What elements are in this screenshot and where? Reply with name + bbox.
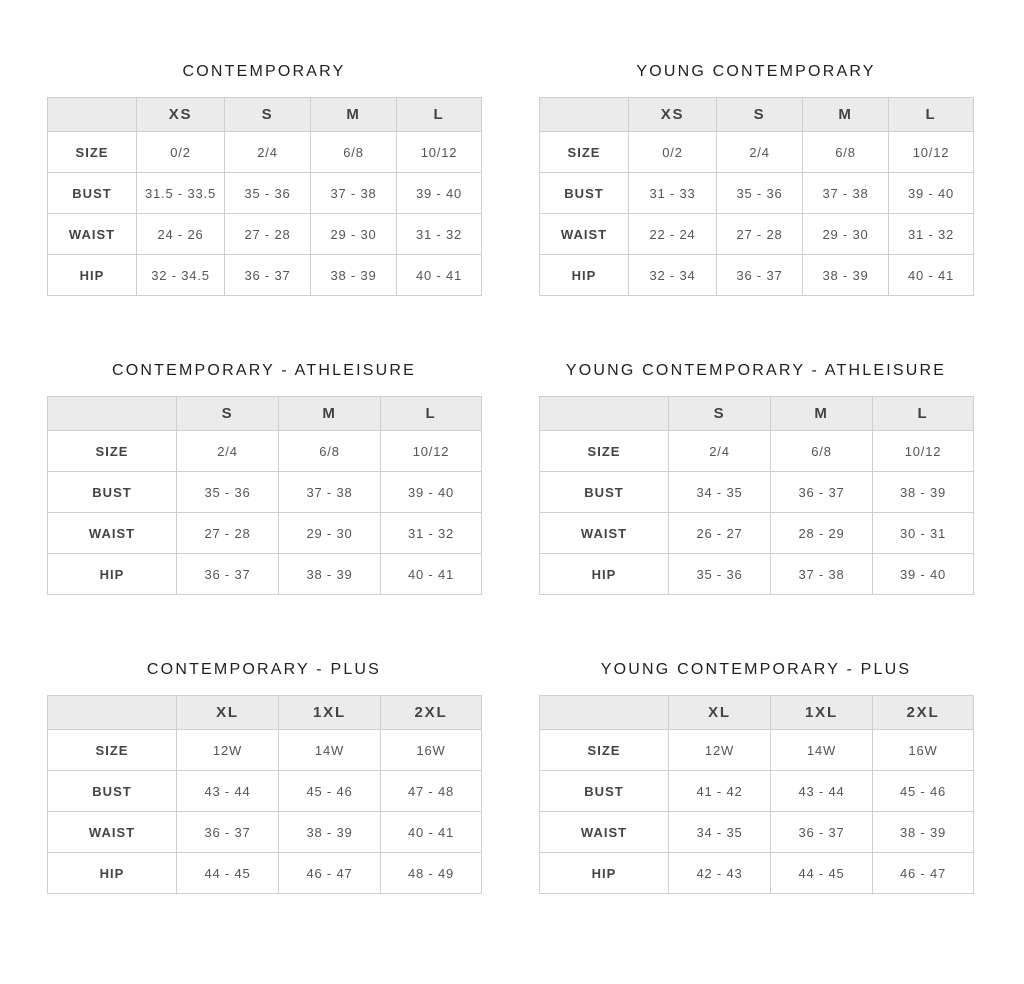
chart-title: YOUNG CONTEMPORARY - ATHLEISURE [565,362,947,379]
column-header: L [397,98,482,132]
table-cell: 2/4 [177,431,279,472]
row-label: WAIST [48,812,177,853]
table-cell: 39 - 40 [397,173,482,214]
size-chart-young-contemporary-plus [539,660,973,896]
column-header: M [771,397,873,431]
table-cell: 10/12 [873,431,974,472]
table-cell: 31.5 - 33.5 [137,173,225,214]
table-row [540,771,974,812]
table-cell: 45 - 46 [873,771,974,812]
row-label: WAIST [48,513,177,554]
table-cell: 44 - 45 [771,853,873,894]
table-row [48,554,482,595]
table-cell: 44 - 45 [177,853,279,894]
table-cell: 40 - 41 [889,255,974,296]
table-cell: 46 - 47 [279,853,381,894]
corner-cell [540,696,669,730]
table-cell: 45 - 46 [279,771,381,812]
table-cell: 41 - 42 [669,771,771,812]
size-chart-young-contemporary [539,62,973,298]
corner-cell [540,397,669,431]
row-label: BUST [540,173,629,214]
chart-title: YOUNG CONTEMPORARY - PLUS [600,661,912,678]
table-row [540,255,974,296]
row-label: SIZE [540,431,669,472]
table-cell: 27 - 28 [225,214,311,255]
table-cell: 43 - 44 [771,771,873,812]
table-cell: 2/4 [225,132,311,173]
table-row [540,812,974,853]
column-header: 1XL [279,696,381,730]
table-cell: 43 - 44 [177,771,279,812]
table-cell: 34 - 35 [669,472,771,513]
row-label: SIZE [540,730,669,771]
column-header: M [803,98,889,132]
corner-cell [48,98,137,132]
table-cell: 38 - 39 [873,472,974,513]
row-label: SIZE [540,132,629,173]
table-row [540,853,974,894]
table-row [48,771,482,812]
table-cell: 40 - 41 [381,554,482,595]
size-chart-contemporary-athleisure [47,361,481,597]
table-cell: 29 - 30 [279,513,381,554]
column-header: 1XL [771,696,873,730]
table-cell: 39 - 40 [889,173,974,214]
row-label: BUST [48,173,137,214]
column-header: S [669,397,771,431]
table-cell: 37 - 38 [771,554,873,595]
corner-cell [48,696,177,730]
table-cell: 40 - 41 [381,812,482,853]
table-cell: 29 - 30 [311,214,397,255]
column-header: XL [177,696,279,730]
row-label: HIP [540,255,629,296]
table-cell: 6/8 [279,431,381,472]
table-row [540,472,974,513]
table-cell: 28 - 29 [771,513,873,554]
table-cell: 14W [279,730,381,771]
table-row [48,513,482,554]
column-header: S [225,98,311,132]
column-header: 2XL [873,696,974,730]
table-cell: 10/12 [381,431,482,472]
table-row [540,214,974,255]
row-label: WAIST [540,214,629,255]
table-row [540,173,974,214]
table-row [540,513,974,554]
row-label: BUST [48,472,177,513]
table-row [48,812,482,853]
table-cell: 36 - 37 [225,255,311,296]
column-header: L [873,397,974,431]
row-label: BUST [48,771,177,812]
table-cell: 31 - 32 [381,513,482,554]
table-cell: 10/12 [397,132,482,173]
table-row [540,132,974,173]
row-label: SIZE [48,730,177,771]
size-table [47,97,482,296]
column-header: L [381,397,482,431]
size-chart-contemporary-plus [47,660,481,896]
table-cell: 2/4 [717,132,803,173]
table-cell: 39 - 40 [381,472,482,513]
table-cell: 31 - 33 [629,173,717,214]
table-cell: 35 - 36 [717,173,803,214]
table-cell: 35 - 36 [177,472,279,513]
table-cell: 38 - 39 [311,255,397,296]
size-table [47,695,482,894]
table-cell: 40 - 41 [397,255,482,296]
table-cell: 26 - 27 [669,513,771,554]
table-cell: 34 - 35 [669,812,771,853]
table-cell: 30 - 31 [873,513,974,554]
table-cell: 12W [669,730,771,771]
table-cell: 37 - 38 [311,173,397,214]
table-cell: 42 - 43 [669,853,771,894]
column-header: M [311,98,397,132]
table-cell: 24 - 26 [137,214,225,255]
size-table [539,396,974,595]
column-header: S [177,397,279,431]
chart-title: CONTEMPORARY - PLUS [146,661,382,678]
table-row [48,173,482,214]
table-cell: 38 - 39 [279,812,381,853]
table-cell: 27 - 28 [717,214,803,255]
table-cell: 31 - 32 [889,214,974,255]
header-row [540,696,974,730]
row-label: BUST [540,472,669,513]
header-row [48,98,482,132]
table-row [48,431,482,472]
row-label: WAIST [540,513,669,554]
table-cell: 2/4 [669,431,771,472]
corner-cell [540,98,629,132]
table-cell: 32 - 34.5 [137,255,225,296]
table-row [48,472,482,513]
header-row [540,397,974,431]
column-header: L [889,98,974,132]
table-cell: 36 - 37 [771,472,873,513]
table-cell: 38 - 39 [279,554,381,595]
table-row [48,255,482,296]
table-cell: 36 - 37 [177,554,279,595]
column-header: M [279,397,381,431]
size-table [539,695,974,894]
table-cell: 48 - 49 [381,853,482,894]
table-row [48,853,482,894]
header-row [48,397,482,431]
row-label: HIP [540,554,669,595]
chart-title: CONTEMPORARY - ATHLEISURE [112,362,416,379]
row-label: HIP [540,853,669,894]
chart-title: CONTEMPORARY [182,63,346,80]
table-cell: 29 - 30 [803,214,889,255]
size-chart-contemporary [47,62,481,298]
table-cell: 47 - 48 [381,771,482,812]
table-cell: 6/8 [803,132,889,173]
column-header: XS [137,98,225,132]
table-cell: 31 - 32 [397,214,482,255]
row-label: HIP [48,554,177,595]
size-chart-young-contemporary-athleisure [539,361,973,597]
table-cell: 36 - 37 [771,812,873,853]
header-row [540,98,974,132]
table-cell: 46 - 47 [873,853,974,894]
row-label: WAIST [540,812,669,853]
row-label: HIP [48,255,137,296]
corner-cell [48,397,177,431]
header-row [48,696,482,730]
table-cell: 36 - 37 [717,255,803,296]
size-table [47,396,482,595]
row-label: HIP [48,853,177,894]
table-cell: 16W [381,730,482,771]
table-cell: 38 - 39 [873,812,974,853]
table-cell: 22 - 24 [629,214,717,255]
table-cell: 6/8 [771,431,873,472]
table-cell: 32 - 34 [629,255,717,296]
chart-title: YOUNG CONTEMPORARY [636,63,876,80]
table-row [48,132,482,173]
table-row [540,431,974,472]
table-cell: 10/12 [889,132,974,173]
column-header: 2XL [381,696,482,730]
table-cell: 39 - 40 [873,554,974,595]
table-cell: 6/8 [311,132,397,173]
row-label: BUST [540,771,669,812]
row-label: SIZE [48,132,137,173]
table-cell: 37 - 38 [803,173,889,214]
table-cell: 27 - 28 [177,513,279,554]
table-cell: 36 - 37 [177,812,279,853]
size-table [539,97,974,296]
row-label: SIZE [48,431,177,472]
table-cell: 0/2 [629,132,717,173]
column-header: XS [629,98,717,132]
table-row [48,730,482,771]
table-cell: 16W [873,730,974,771]
column-header: XL [669,696,771,730]
row-label: WAIST [48,214,137,255]
table-row [48,214,482,255]
table-row [540,730,974,771]
table-cell: 35 - 36 [225,173,311,214]
table-cell: 12W [177,730,279,771]
table-cell: 38 - 39 [803,255,889,296]
table-row [540,554,974,595]
table-cell: 14W [771,730,873,771]
table-cell: 0/2 [137,132,225,173]
table-cell: 35 - 36 [669,554,771,595]
column-header: S [717,98,803,132]
table-cell: 37 - 38 [279,472,381,513]
